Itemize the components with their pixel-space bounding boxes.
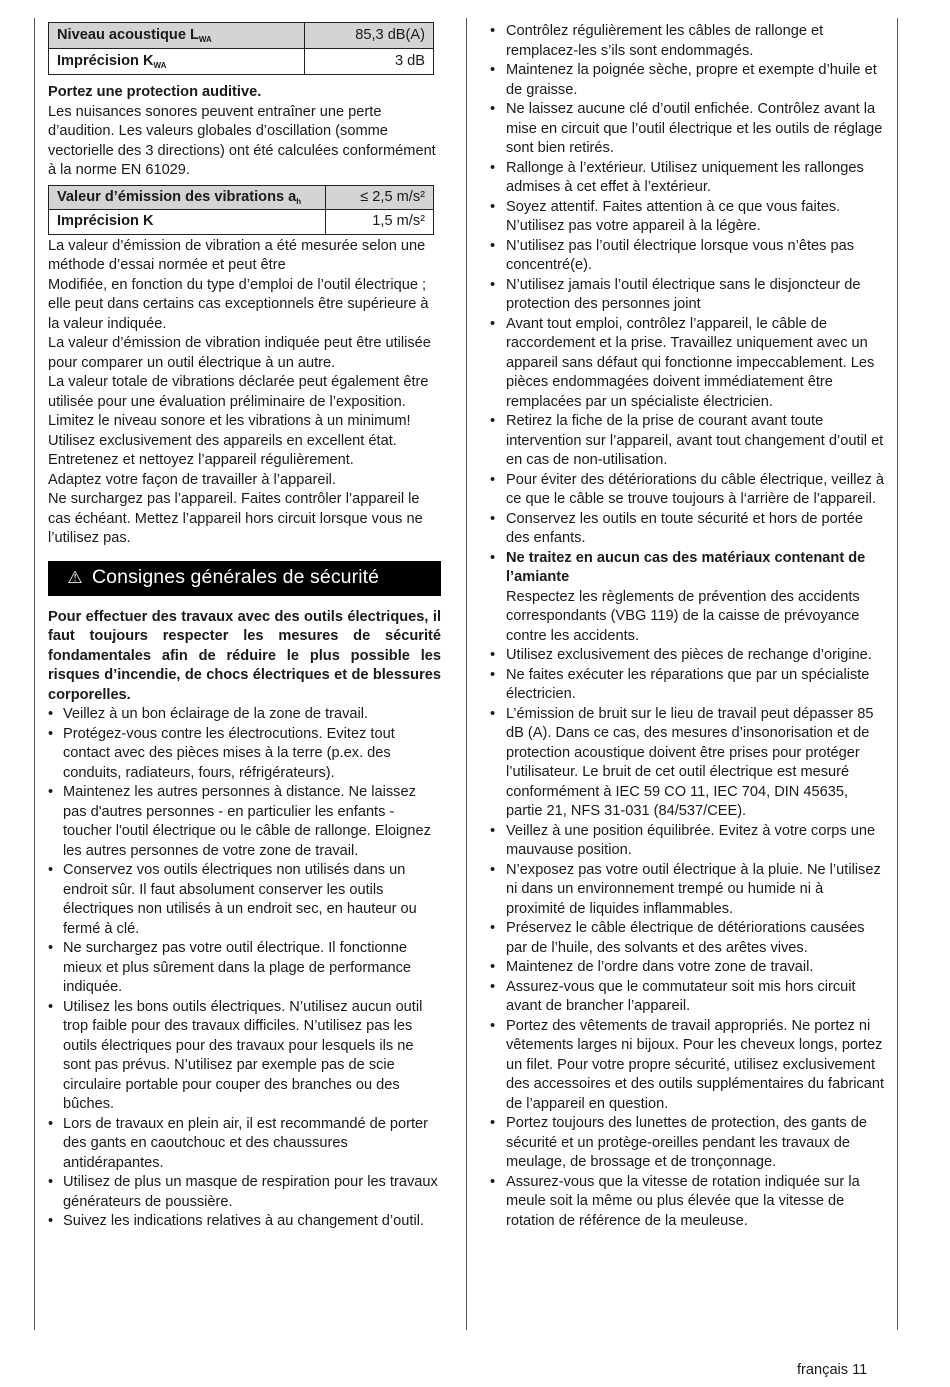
list-item xyxy=(490,100,886,159)
list-item-text: • Ne laissez aucune clé d’outil enfichée. Contrôlez avant la mise en circuit que l’outil électrique et les outils de réglage sont bien retirés. xyxy=(506,101,883,156)
list-item xyxy=(490,471,886,510)
list-item: • Utilisez de plus un masque de respiration pour les travaux générateurs de poussière. xyxy=(48,1173,441,1212)
list-item xyxy=(490,1173,886,1232)
list-item xyxy=(490,666,886,705)
list-item xyxy=(490,705,886,822)
vibration-paragraph: La valeur totale de vibrations déclarée peut également être utilisée pour une évaluation préliminaire de l’exposition. xyxy=(48,374,429,410)
table-row xyxy=(49,185,434,210)
list-item-text: • Pour éviter des détériorations du câble électrique, veillez à ce que le câble se trouve toujours à l‘arrière de l’appareil. xyxy=(506,471,885,507)
list-item-text: • Rallonge à l’extérieur. Utilisez uniquement les rallonges admises à cet effet à l’extérieur. xyxy=(506,159,864,195)
list-item-text: • N’exposez pas votre outil électrique à la pluie. Ne l’utilisez ni dans un environnement trempé ou humide ni à proximité de liquides inflammables. xyxy=(506,861,881,917)
page-footer: français 11 xyxy=(797,1362,868,1378)
list-item-text: • Conservez les outils en toute sécurité et hors de portée des enfants. xyxy=(506,510,863,546)
vibration-paragraph: La valeur d’émission de vibration a été mesurée selon une méthode d’essai normée et peut être xyxy=(48,237,426,273)
list-item-text: • Veillez à une position équilibrée. Evitez à votre corps une mauvause position. xyxy=(506,822,876,858)
list-item xyxy=(490,1114,886,1173)
list-item-text: • Préservez le câble électrique de détériorations causées par de l’huile, des solvants et des arêtes vives. xyxy=(506,920,865,956)
list-item-text: • Maintenez de l’ordre dans votre zone de travail. xyxy=(506,959,814,975)
section-banner xyxy=(48,561,441,596)
list-item: • Conservez vos outils électriques non utilisés dans un endroit sûr. Il faut absolument conserver les outils électriques non utilisés à un endroit sec, en hauteur ou fermé à clé. xyxy=(48,861,441,939)
list-item: • Suivez les indications relatives à au changement d’outil. xyxy=(48,1212,441,1232)
list-item-text: • Retirez la fiche de la prise de courant avant toute intervention sur l’appareil, avant tout changement d’outil et en cas de non-utilisation. xyxy=(506,413,884,468)
vibration-paragraph: La valeur d’émission de vibration indiquée peut être utilisée pour comparer un outil électrique à un autre. xyxy=(48,335,431,371)
list-item-text: • Assurez-vous que la vitesse de rotation indiquée sur la meule soit la même ou plus élevée que la vitesse de rotation de référence de la meuleuse. xyxy=(506,1173,860,1229)
list-item-text: • N’utilisez pas l’outil électrique lorsque vous n’êtes pas concentré(e). xyxy=(506,237,854,273)
list-item xyxy=(490,276,886,315)
spec-value: ≤ 2,5 m/s² xyxy=(326,185,434,210)
warning-triangle-icon: ⚠ xyxy=(67,568,83,588)
vibration-paragraph: Limitez le niveau sonore et les vibrations à un minimum! Utilisez exclusivement des appareils en excellent état. Entretenez et nettoyez l’appareil régulièrement. xyxy=(48,413,411,468)
list-item-text: • Soyez attentif. Faites attention à ce que vous faites. N’utilisez pas votre appareil à la légère. xyxy=(506,198,841,234)
list-item: • Utilisez les bons outils électriques. N’utilisez aucun outil trop faible pour des travaux difficiles. N’utilisez pas les outils électriques pour des travaux pour lesquels ils ne sont pas prévus. N’utilisez par exemple pas de scie circulaire portable pour couper des branches ou des bûches. xyxy=(48,998,441,1115)
right-column xyxy=(490,22,886,1231)
list-item-title: • Ne traitez en aucun cas des matériaux contenant de l’amiante xyxy=(506,549,866,585)
list-item xyxy=(490,198,886,237)
list-item xyxy=(490,1017,886,1115)
list-item-text: • Utilisez exclusivement des pièces de rechange d’origine. xyxy=(506,647,872,663)
list-item-text: • Contrôlez régulièrement les câbles de rallonge et remplacez-les s’ils sont endommagés. xyxy=(506,23,824,59)
list-item xyxy=(490,510,886,549)
list-item-text: • Assurez-vous que le commutateur soit mis hors circuit avant de brancher l’appareil. xyxy=(506,978,856,1014)
right-margin-rule xyxy=(897,18,898,1330)
column-divider-rule xyxy=(466,18,467,1330)
list-item xyxy=(490,412,886,471)
spec-key: Niveau acoustique $L_{WA}$ xyxy=(49,23,305,49)
list-item: • Ne surchargez pas votre outil électrique. Il fonctionne mieux et plus sûrement dans la plage de performance indiquée. xyxy=(48,939,441,998)
hearing-text: Les nuisances sonores peuvent entraîner une perte d’audition. Les valeurs globales d’oscillation (somme vectorielle des 3 directions) ont été calculées conformément à la norme EN 61029. xyxy=(48,103,436,178)
list-item: • Lors de travaux en plein air, il est recommandé de porter des gants en caoutchouc et des chaussures antidérapantes. xyxy=(48,1115,441,1174)
list-item xyxy=(490,237,886,276)
left-column xyxy=(48,22,441,1232)
list-item xyxy=(490,61,886,100)
vibration-paragraph: Modifiée, en fonction du type d’emploi de l’outil électrique ; elle peut dans certains cas exceptionnels être supérieure à la valeur indiquée. xyxy=(48,276,429,332)
list-item xyxy=(490,822,886,861)
table-row xyxy=(49,49,434,75)
list-item-text: • L’émission de bruit sur le lieu de travail peut dépasser 85 dB (A). Dans ce cas, des mesures d’insonorisation et de protection acoustique doivent être prises pour protéger l’utilisateur. Le bruit de cet outil électrique est mesuré conformément à IEC 59 CO 11, IEC 704, DIN 45635, partie 21, NFS 31-031 (84/537/CEE). xyxy=(506,705,874,819)
section-title: Consignes générales de sécurité xyxy=(92,566,380,589)
vibration-spec-table xyxy=(48,185,434,235)
list-item: • Protégez-vous contre les électrocutions. Evitez tout contact avec des pièces mises à la terre (p.ex. des conduits, radiateurs, fours, réfrigérateurs). xyxy=(48,725,441,784)
spec-value: 3 dB xyxy=(304,49,433,75)
list-item-text: Respectez les règlements de prévention des accidents correspondants (VBG 119) de la caisse de prévoyance contre les accidents. xyxy=(506,588,860,644)
list-item-text: • Maintenez la poignée sèche, propre et exempte d’huile et de graisse. xyxy=(506,62,877,98)
spec-value: 85,3 dB(A) xyxy=(304,23,433,49)
list-item-text: • Ne faites exécuter les réparations que par un spécialiste électricien. xyxy=(506,666,870,702)
list-item: • Maintenez les autres personnes à distance. Ne laissez pas d'autres personnes - en particulier les enfants - toucher l'outil électrique ou le câble de rallonge. Eloignez les autres personnes de votre zone de travail. xyxy=(48,783,441,861)
list-item xyxy=(490,919,886,958)
vibration-paragraph: Adaptez votre façon de travailler à l’appareil. xyxy=(48,471,336,488)
list-item xyxy=(490,315,886,413)
list-item-text: • Portez des vêtements de travail appropriés. Ne portez ni vêtements larges ni bijoux. Pour les cheveux longs, portez un filet. Pour votre propre sécurité, utilisez exclusivement des accessoires et des outils supplémentaires du fabricant de l’appareil en question. xyxy=(506,1017,885,1112)
list-item xyxy=(490,978,886,1017)
list-item: • Veillez à un bon éclairage de la zone de travail. xyxy=(48,705,441,725)
vibration-paragraph: Ne surchargez pas l’appareil. Faites contrôler l’appareil le cas échéant. Mettez l’appareil hors circuit lorsque vous ne l’utilisez pas. xyxy=(48,491,423,546)
spec-key: Imprécision $K_{WA}$ xyxy=(49,49,305,75)
list-item xyxy=(490,22,886,61)
vibration-paragraphs xyxy=(48,237,441,549)
list-item xyxy=(490,646,886,666)
list-item-text: • Portez toujours des lunettes de protection, des gants de sécurité et un protège-oreilles pendant les travaux de meulage, de brossage et de tronçonnage. xyxy=(506,1115,868,1170)
hearing-heading: Portez une protection auditive. xyxy=(48,84,262,100)
spec-key: Valeur d’émission des vibrations $a_h$ xyxy=(49,185,326,210)
list-item xyxy=(490,159,886,198)
left-bullet-list xyxy=(48,705,441,1232)
acoustic-spec-table xyxy=(48,22,434,75)
list-item-text: • Avant tout emploi, contrôlez l’appareil, le câble de raccordement et la prise. Travaillez uniquement avec un appareil sans défaut qui fonctionne impeccablement. Les pièces endommagées doivent immédiatement être remplacées par un spécialiste électricien. xyxy=(506,315,875,410)
table-row xyxy=(49,210,434,235)
left-margin-rule xyxy=(34,18,35,1330)
section-intro: Pour effectuer des travaux avec des outils électriques, il faut toujours respecter les mesures de sécurité fondamentales afin de réduire le plus possible les risques d’incendie, de chocs électriques et de blessures corporelles. xyxy=(48,608,441,703)
list-item xyxy=(490,549,886,647)
table-row xyxy=(49,23,434,49)
right-bullet-list xyxy=(490,22,886,1231)
spec-key: Imprécision K xyxy=(49,210,326,235)
list-item xyxy=(490,861,886,920)
list-item xyxy=(490,958,886,978)
spec-value: 1,5 m/s² xyxy=(326,210,434,235)
list-item-text: • N’utilisez jamais l’outil électrique sans le disjoncteur de protection des personnes joint xyxy=(506,276,861,312)
